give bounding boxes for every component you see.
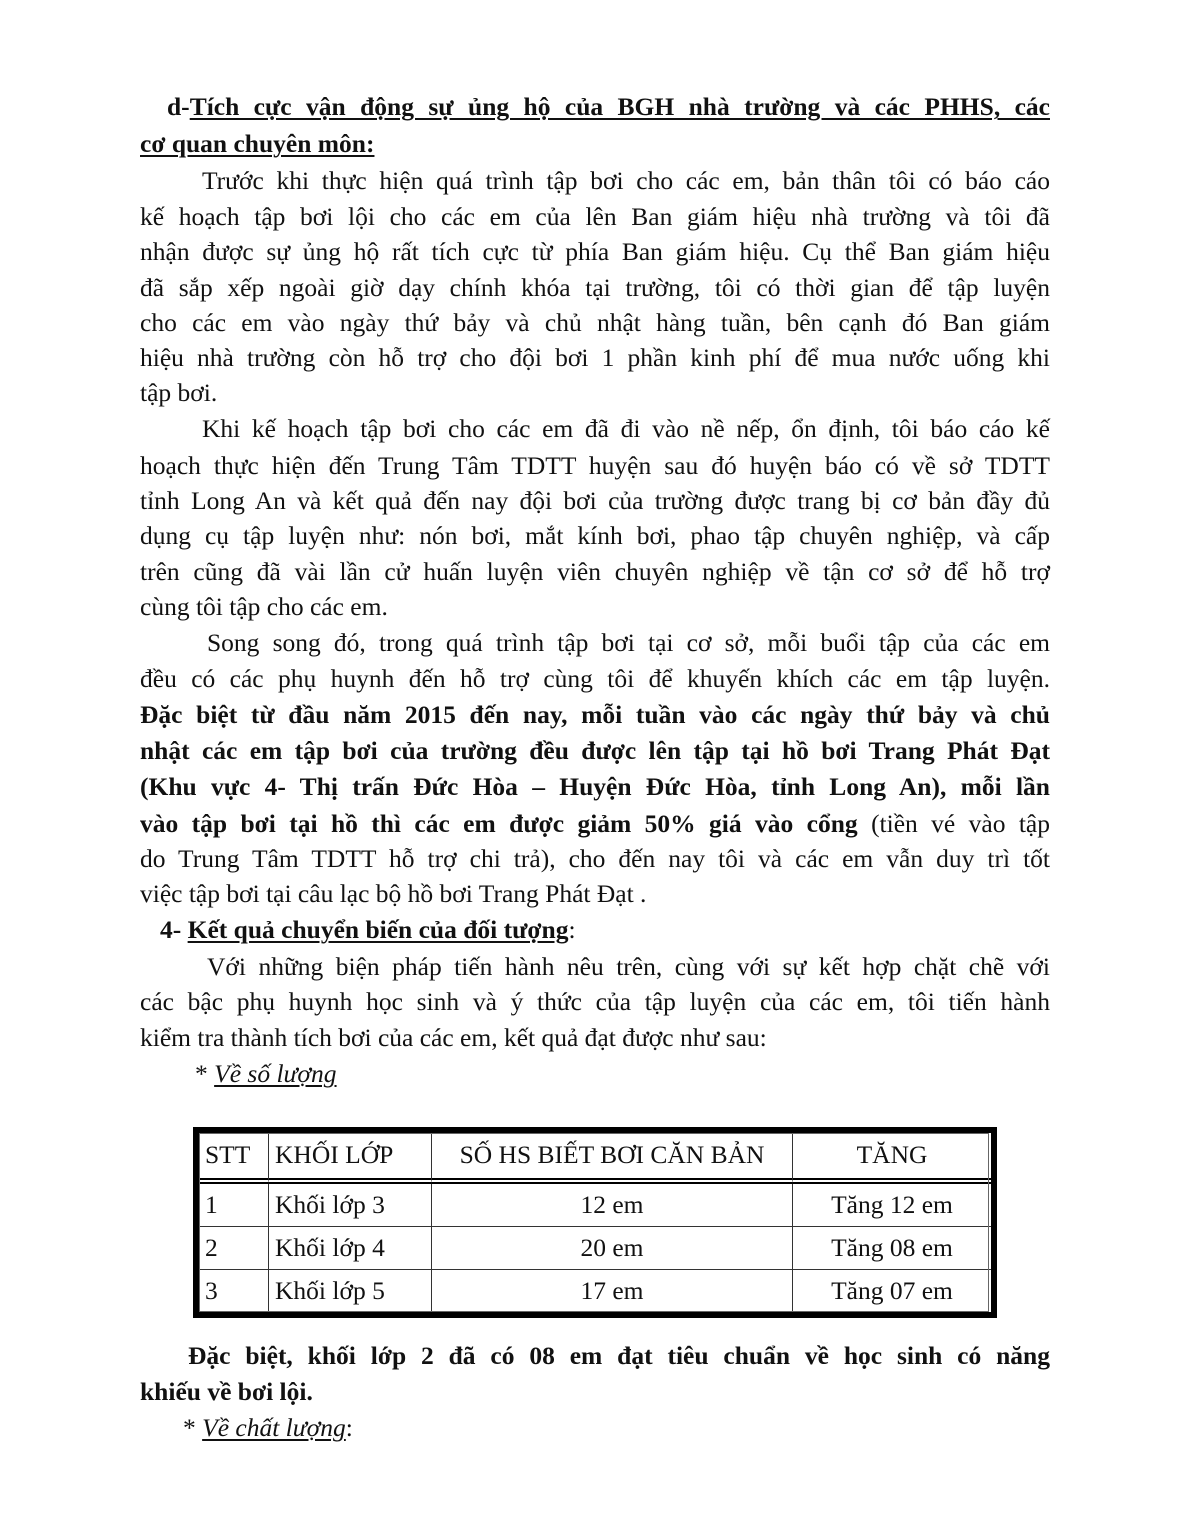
section-d-title-line2: cơ quan chuyên môn: xyxy=(140,129,375,158)
quality-colon: : xyxy=(345,1413,353,1442)
para2-line: tỉnh Long An và kết quả đến nay đội bơi của trường được trang bị cơ bản đầy đủ xyxy=(140,486,1050,515)
table-header-row xyxy=(199,1133,991,1184)
para2-line: cùng tôi tập cho các em. xyxy=(140,592,388,621)
para2-line: dụng cụ tập luyện như: nón bơi, mắt kính bơi, phao tập chuyên nghiệp, và cấp xyxy=(140,521,1050,550)
swim-results-table xyxy=(193,1127,997,1318)
para3-bold-line: nhật các em tập bơi của trường đều được lên tập tại hồ bơi Trang Phát Đạt xyxy=(140,736,1050,765)
table-header-cell: KHỐI LỚP xyxy=(269,1133,432,1184)
section-4-title: Kết quả chuyển biến của đối tượng xyxy=(187,915,569,944)
para1-line: tập bơi. xyxy=(140,378,218,407)
table-cell-stt: 2 xyxy=(199,1227,269,1270)
para4-line: các bậc phụ huynh học sinh và ý thức của tập luyện của các em, tôi tiến hành xyxy=(140,987,1050,1016)
para1-line: hiệu nhà trường còn hỗ trợ cho đội bơi 1 phần kinh phí để mua nước uống khi xyxy=(140,343,1050,372)
quality-bullet: * xyxy=(183,1413,196,1442)
table-header-cell: STT xyxy=(199,1133,269,1184)
table-header-cell: SỐ HS BIẾT BƠI CĂN BẢN xyxy=(432,1133,793,1184)
para3-line: Song song đó, trong quá trình tập bơi tại cơ sở, mỗi buổi tập của các em xyxy=(207,628,1050,657)
para3-bold-line: Đặc biệt từ đầu năm 2015 đến nay, mỗi tuần vào các ngày thứ bảy và chủ xyxy=(140,700,1050,729)
para3-bold-line: (Khu vực 4- Thị trấn Đức Hòa – Huyện Đức Hòa, tỉnh Long An), mỗi lần xyxy=(140,772,1050,801)
note-line: Đặc biệt, khối lớp 2 đã có 08 em đạt tiêu chuẩn về học sinh có năng xyxy=(188,1341,1050,1370)
para3-bold-text: vào tập bơi tại hồ thì các em được giảm 50% giá vào cổng xyxy=(140,809,858,838)
section-d-heading xyxy=(167,90,1050,124)
table-cell-grade: Khối lớp 3 xyxy=(269,1184,432,1227)
para2-line: Khi kế hoạch tập bơi cho các em đã đi vào nề nếp, ổn định, tôi báo cáo kế xyxy=(202,414,1050,443)
section-4-colon: : xyxy=(568,915,576,944)
para1-line: kế hoạch tập bơi lội cho các em của lên Ban giám hiệu nhà trường và tôi đã xyxy=(140,202,1050,231)
para3-mixed-line xyxy=(140,807,1050,841)
section-d-heading-cont xyxy=(140,127,1050,161)
section-d-title-line1: Tích cực vận động sự ủng hộ của BGH nhà trường và các PHHS, các xyxy=(189,92,1050,121)
table-row xyxy=(199,1227,991,1270)
quantity-subheading xyxy=(195,1057,695,1091)
table-row xyxy=(199,1270,991,1312)
para1-line: Trước khi thực hiện quá trình tập bơi cho các em, bản thân tôi có báo cáo xyxy=(202,166,1050,195)
para2-line: trên cũng đã vài lần cử huấn luyện viên chuyên nghiệp về tận cơ sở để hỗ trợ xyxy=(140,557,1050,586)
para1-line: đã sắp xếp ngoài giờ dạy chính khóa tại trường, tôi có thời gian để tập luyện xyxy=(140,273,1050,302)
quality-label: Về chất lượng xyxy=(202,1413,346,1442)
para3-line: việc tập bơi tại câu lạc bộ hồ bơi Trang Phát Đạt . xyxy=(140,879,647,908)
table-cell-grade: Khối lớp 4 xyxy=(269,1227,432,1270)
table-cell-increase: Tăng 12 em xyxy=(793,1184,991,1227)
section-d-prefix: d- xyxy=(167,92,190,121)
para4-line: kiểm tra thành tích bơi của các em, kết quả đạt được như sau: xyxy=(140,1023,767,1052)
table-cell-count: 12 em xyxy=(432,1184,793,1227)
quantity-bullet: * xyxy=(195,1059,208,1088)
table-cell-stt: 3 xyxy=(199,1270,269,1312)
para3-regular-text: (tiền vé vào tập xyxy=(871,809,1050,838)
table-cell-increase: Tăng 08 em xyxy=(793,1227,991,1270)
section-4-heading xyxy=(160,913,1050,947)
para3-line: đều có các phụ huynh đến hỗ trợ cùng tôi để khuyến khích các em tập luyện. xyxy=(140,664,1050,693)
table-cell-stt: 1 xyxy=(199,1184,269,1227)
table-cell-grade: Khối lớp 5 xyxy=(269,1270,432,1312)
table-cell-count: 20 em xyxy=(432,1227,793,1270)
para1-line: nhận được sự ủng hộ rất tích cực từ phía Ban giám hiệu. Cụ thể Ban giám hiệu xyxy=(140,237,1050,266)
table-header-cell: TĂNG xyxy=(793,1133,991,1184)
para4-line: Với những biện pháp tiến hành nêu trên, cùng với sự kết hợp chặt chẽ với xyxy=(207,952,1050,981)
para3-line: do Trung Tâm TDTT hỗ trợ chi trả), cho đến nay tôi và các em vẫn duy trì tốt xyxy=(140,844,1050,873)
section-4-prefix: 4- xyxy=(160,915,182,944)
para2-line: hoạch thực hiện đến Trung Tâm TDTT huyện sau đó huyện báo có về sở TDTT xyxy=(140,451,1050,480)
table-row xyxy=(199,1184,991,1227)
quantity-label: Về số lượng xyxy=(214,1059,337,1088)
para1-line: cho các em vào ngày thứ bảy và chủ nhật hàng tuần, bên cạnh đó Ban giám xyxy=(140,308,1050,337)
note-line: khiếu về bơi lội. xyxy=(140,1377,313,1406)
quality-subheading xyxy=(183,1411,683,1445)
table-cell-increase: Tăng 07 em xyxy=(831,1275,953,1305)
table-cell-count: 17 em xyxy=(432,1270,793,1312)
